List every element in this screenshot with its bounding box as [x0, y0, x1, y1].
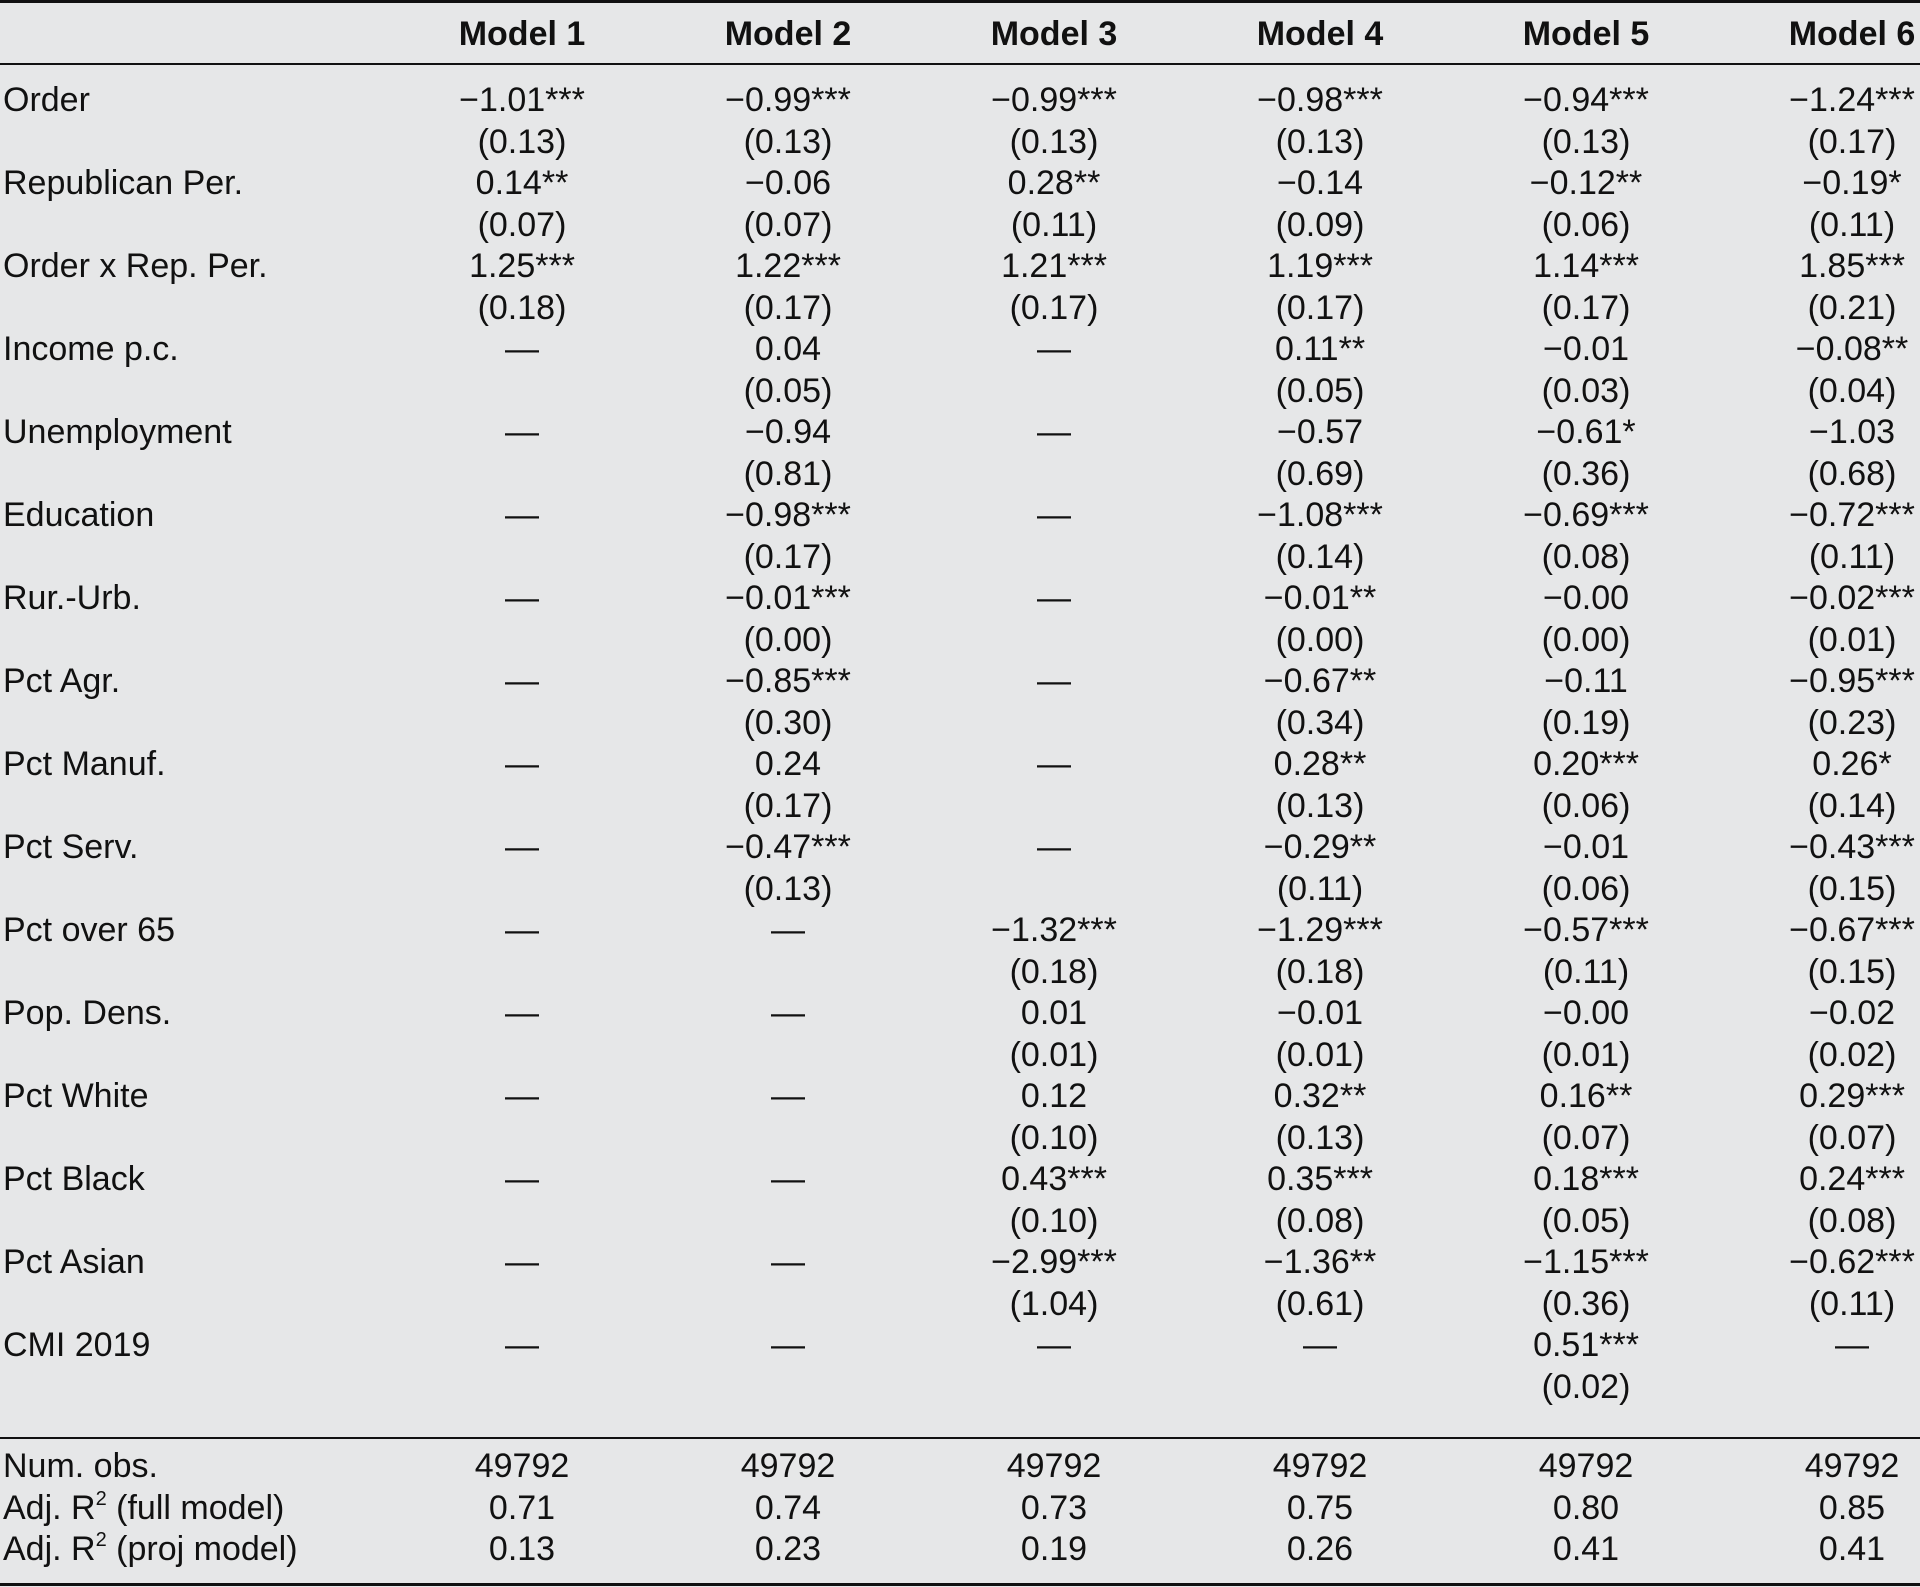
coefficient-cell: — — [1037, 828, 1071, 866]
std-error-cell: (0.17) — [1275, 289, 1365, 327]
std-error-cell: (0.14) — [1275, 538, 1365, 576]
header-rule — [0, 63, 1920, 65]
std-error-cell: (0.07) — [743, 206, 833, 244]
std-error-cell: (0.00) — [743, 621, 833, 659]
statistic-label — [3, 1446, 158, 1487]
statistic-value-cell: 0.73 — [1020, 1489, 1088, 1527]
statistic-label-suffix: (full model) — [106, 1489, 285, 1527]
std-error-cell — [389, 786, 655, 827]
std-error-cell: (1.04) — [1009, 1285, 1099, 1323]
coefficient-cell: 0.26* — [1812, 745, 1892, 783]
coefficient-cell: 0.18*** — [1533, 1160, 1639, 1198]
coefficient-cell: −0.12** — [1529, 164, 1643, 202]
coefficient-cell: −0.11 — [1544, 662, 1628, 700]
coefficient-cell: — — [1037, 496, 1071, 534]
coefficient-cell: −0.02 — [1808, 994, 1896, 1032]
coefficient-cell: — — [771, 1326, 805, 1364]
coefficient-cell: −0.01 — [1276, 994, 1364, 1032]
column-header-model-2: Model 2 — [724, 15, 852, 53]
coefficient-cell: −0.98*** — [1257, 81, 1383, 119]
coefficient-cell: −1.03 — [1808, 413, 1896, 451]
coefficient-cell: −0.29** — [1263, 828, 1377, 866]
std-error-cell: (0.17) — [743, 538, 833, 576]
statistic-value-cell: 49792 — [1272, 1447, 1368, 1485]
coefficient-cell: 0.51*** — [1533, 1326, 1639, 1364]
std-error-cell — [921, 1367, 1187, 1408]
coefficient-cell: −1.36** — [1263, 1243, 1377, 1281]
std-error-cell — [389, 1035, 655, 1076]
coefficient-cell: — — [505, 828, 539, 866]
statistic-value-cell: 0.85 — [1818, 1489, 1886, 1527]
coefficient-cell: −1.15*** — [1523, 1243, 1649, 1281]
std-error-cell: (0.13) — [1009, 123, 1099, 161]
std-error-cell: (0.06) — [1541, 787, 1631, 825]
coefficient-cell: −2.99*** — [991, 1243, 1117, 1281]
std-error-cell — [655, 1201, 921, 1242]
std-error-cell: (0.21) — [1807, 289, 1897, 327]
std-error-cell: (0.13) — [477, 123, 567, 161]
statistic-value-cell: 0.19 — [1020, 1530, 1088, 1568]
statistic-value-cell: 0.80 — [1552, 1489, 1620, 1527]
coefficient-cell: −1.08*** — [1257, 496, 1383, 534]
std-error-cell: (0.06) — [1541, 870, 1631, 908]
std-error-cell — [655, 1284, 921, 1325]
statistic-value-cell: 0.75 — [1286, 1489, 1354, 1527]
std-error-cell: (0.36) — [1541, 455, 1631, 493]
coefficient-cell: −0.00 — [1542, 579, 1630, 617]
std-error-cell: (0.18) — [1009, 953, 1099, 991]
coefficient-cell: — — [505, 1326, 539, 1364]
coefficient-cell: −0.67*** — [1789, 911, 1915, 949]
std-error-cell: (0.11) — [1010, 206, 1098, 244]
std-error-cell: (0.08) — [1275, 1202, 1365, 1240]
std-error-cell — [655, 1367, 921, 1408]
variable-label: CMI 2019 — [3, 1326, 151, 1364]
coefficient-cell: — — [771, 911, 805, 949]
statistic-value-cell: 0.41 — [1552, 1530, 1620, 1568]
std-error-cell: (0.03) — [1541, 372, 1631, 410]
statistic-value-cell: 0.23 — [754, 1530, 822, 1568]
coefficient-cell: — — [505, 579, 539, 617]
variable-label: Pop. Dens. — [3, 994, 172, 1032]
std-error-cell: (0.36) — [1541, 1285, 1631, 1323]
std-error-cell: (0.13) — [743, 870, 833, 908]
statistic-value-cell: 49792 — [740, 1447, 836, 1485]
coefficient-cell: — — [505, 1243, 539, 1281]
coefficient-cell: 0.14** — [475, 164, 569, 202]
coefficient-cell: — — [505, 1077, 539, 1115]
coefficient-cell: 1.25*** — [469, 247, 575, 285]
statistic-label-text: Adj. R — [3, 1489, 96, 1527]
variable-label: Education — [3, 496, 155, 534]
coefficient-cell: 0.28** — [1007, 164, 1101, 202]
stats-separator-rule — [0, 1437, 1920, 1439]
std-error-cell — [389, 952, 655, 993]
variable-label: Order x Rep. Per. — [3, 247, 268, 285]
statistic-label-superscript: 2 — [95, 1529, 107, 1551]
std-error-cell — [921, 620, 1187, 661]
column-header-model-4: Model 4 — [1256, 15, 1384, 53]
std-error-cell: (0.17) — [743, 289, 833, 327]
coefficient-cell: −0.98*** — [725, 496, 851, 534]
std-error-cell — [389, 1201, 655, 1242]
coefficient-cell: −1.29*** — [1257, 911, 1383, 949]
coefficient-cell: — — [1303, 1326, 1337, 1364]
statistic-label-text: Adj. R — [3, 1530, 96, 1568]
std-error-cell — [921, 371, 1187, 412]
std-error-cell: (0.17) — [1009, 289, 1099, 327]
std-error-cell: (0.01) — [1541, 1036, 1631, 1074]
coefficient-cell: −0.72*** — [1789, 496, 1915, 534]
statistic-label — [3, 1488, 284, 1529]
coefficient-cell: −0.94*** — [1523, 81, 1649, 119]
std-error-cell: (0.14) — [1807, 787, 1897, 825]
coefficient-cell: −1.32*** — [991, 911, 1117, 949]
std-error-cell: (0.15) — [1807, 953, 1897, 991]
std-error-cell: (0.13) — [1275, 787, 1365, 825]
std-error-cell — [389, 620, 655, 661]
coefficient-cell: 0.12 — [1020, 1077, 1088, 1115]
std-error-cell — [389, 1367, 655, 1408]
statistic-value-cell: 0.26 — [1286, 1530, 1354, 1568]
variable-label: Pct Manuf. — [3, 745, 166, 783]
coefficient-cell: — — [771, 1077, 805, 1115]
std-error-cell — [921, 454, 1187, 495]
std-error-cell — [921, 537, 1187, 578]
statistic-label-text: Num. obs. — [3, 1447, 158, 1485]
std-error-cell: (0.07) — [1541, 1119, 1631, 1157]
std-error-cell: (0.02) — [1807, 1036, 1897, 1074]
std-error-cell: (0.17) — [1807, 123, 1897, 161]
std-error-cell: (0.23) — [1807, 704, 1897, 742]
std-error-cell: (0.06) — [1541, 206, 1631, 244]
std-error-cell: (0.04) — [1807, 372, 1897, 410]
coefficient-cell: 0.35*** — [1267, 1160, 1373, 1198]
coefficient-cell: −0.57*** — [1523, 911, 1649, 949]
coefficient-cell: 0.16** — [1539, 1077, 1633, 1115]
std-error-cell: (0.05) — [1541, 1202, 1631, 1240]
std-error-cell: (0.01) — [1009, 1036, 1099, 1074]
coefficient-cell: 0.04 — [754, 330, 822, 368]
top-rule — [0, 0, 1920, 3]
std-error-cell: (0.34) — [1275, 704, 1365, 742]
coefficient-cell: 0.43*** — [1001, 1160, 1107, 1198]
coefficient-cell: −0.01*** — [725, 579, 851, 617]
coefficient-cell: 0.11** — [1274, 330, 1366, 368]
std-error-cell: (0.18) — [477, 289, 567, 327]
std-error-cell: (0.11) — [1808, 1285, 1896, 1323]
std-error-cell: (0.08) — [1541, 538, 1631, 576]
coefficient-cell: 0.24 — [754, 745, 822, 783]
std-error-cell — [389, 371, 655, 412]
statistic-value-cell: 49792 — [474, 1447, 570, 1485]
std-error-cell — [389, 869, 655, 910]
std-error-cell — [1187, 1367, 1453, 1408]
statistic-value-cell: 0.13 — [488, 1530, 556, 1568]
std-error-cell: (0.13) — [743, 123, 833, 161]
coefficient-cell: — — [1037, 1326, 1071, 1364]
bottom-rule — [0, 1583, 1920, 1586]
variable-label: Republican Per. — [3, 164, 244, 202]
coefficient-cell: 1.22*** — [735, 247, 841, 285]
statistic-label-suffix: (proj model) — [106, 1530, 298, 1568]
coefficient-cell: 0.20*** — [1533, 745, 1639, 783]
std-error-cell: (0.13) — [1275, 1119, 1365, 1157]
std-error-cell — [389, 1118, 655, 1159]
std-error-cell — [389, 703, 655, 744]
coefficient-cell: −0.99*** — [725, 81, 851, 119]
std-error-cell: (0.07) — [1807, 1119, 1897, 1157]
std-error-cell: (0.13) — [1541, 123, 1631, 161]
std-error-cell: (0.07) — [477, 206, 567, 244]
column-header-model-5: Model 5 — [1522, 15, 1650, 53]
coefficient-cell: — — [1037, 662, 1071, 700]
variable-label: Pct Agr. — [3, 662, 121, 700]
coefficient-cell: −0.61* — [1536, 413, 1636, 451]
header-row — [0, 8, 1920, 60]
std-error-cell: (0.05) — [1275, 372, 1365, 410]
coefficient-cell: — — [505, 330, 539, 368]
variable-label: Pct over 65 — [3, 911, 175, 949]
coefficient-cell: — — [505, 1160, 539, 1198]
variable-label: Pct Asian — [3, 1243, 145, 1281]
coefficient-cell: −0.43*** — [1789, 828, 1915, 866]
column-header-model-6: Model 6 — [1788, 15, 1916, 53]
statistic-value-cell: 49792 — [1006, 1447, 1102, 1485]
std-error-cell: (0.81) — [743, 455, 833, 493]
coefficient-cell: −0.47*** — [725, 828, 851, 866]
std-error-cell — [921, 703, 1187, 744]
variable-label: Income p.c. — [3, 330, 179, 368]
coefficient-cell: — — [1037, 579, 1071, 617]
coefficient-cell: — — [1037, 413, 1071, 451]
std-error-cell: (0.08) — [1807, 1202, 1897, 1240]
coefficient-cell: — — [771, 1243, 805, 1281]
std-error-cell — [389, 1284, 655, 1325]
coefficient-cell: −0.99*** — [991, 81, 1117, 119]
std-error-cell: (0.19) — [1541, 704, 1631, 742]
coefficient-cell: — — [771, 994, 805, 1032]
std-error-cell: (0.11) — [1542, 953, 1630, 991]
coefficient-cell: −0.57 — [1276, 413, 1364, 451]
statistic-value-cell: 0.74 — [754, 1489, 822, 1527]
coefficient-cell: 1.21*** — [1001, 247, 1107, 285]
statistic-value-cell: 0.41 — [1818, 1530, 1886, 1568]
coefficient-cell: — — [771, 1160, 805, 1198]
std-error-cell: (0.11) — [1808, 538, 1896, 576]
coefficient-cell: −0.02*** — [1789, 579, 1915, 617]
coefficient-cell: 0.28** — [1273, 745, 1367, 783]
coefficient-cell: — — [1835, 1326, 1869, 1364]
std-error-cell: (0.30) — [743, 704, 833, 742]
coefficient-cell: −0.14 — [1276, 164, 1364, 202]
coefficient-cell: −0.95*** — [1789, 662, 1915, 700]
coefficient-cell: 1.19*** — [1267, 247, 1373, 285]
std-error-cell: (0.13) — [1275, 123, 1365, 161]
coefficient-cell: −1.01*** — [459, 81, 585, 119]
std-error-cell: (0.00) — [1275, 621, 1365, 659]
std-error-cell: (0.05) — [743, 372, 833, 410]
variable-label: Order — [3, 81, 90, 119]
coefficient-cell: −0.01 — [1542, 330, 1630, 368]
column-header-model-3: Model 3 — [990, 15, 1118, 53]
coefficient-cell: −0.67** — [1263, 662, 1377, 700]
coefficient-cell: −0.19* — [1802, 164, 1902, 202]
std-error-cell — [1719, 1367, 1920, 1408]
coefficient-cell: 0.24*** — [1799, 1160, 1905, 1198]
column-header-model-1: Model 1 — [458, 15, 586, 53]
coefficient-cell: — — [1037, 330, 1071, 368]
statistic-label — [3, 1529, 298, 1570]
statistic-value-cell: 0.71 — [488, 1489, 556, 1527]
std-error-cell: (0.15) — [1807, 870, 1897, 908]
std-error-cell — [921, 869, 1187, 910]
coefficient-cell: −0.06 — [744, 164, 832, 202]
coefficient-cell: −0.01 — [1542, 828, 1630, 866]
std-error-cell: (0.11) — [1276, 870, 1364, 908]
std-error-cell: (0.10) — [1009, 1202, 1099, 1240]
std-error-cell — [389, 537, 655, 578]
std-error-cell — [655, 952, 921, 993]
variable-label: Pct Serv. — [3, 828, 139, 866]
coefficient-cell: −0.00 — [1542, 994, 1630, 1032]
coefficient-cell: −1.24*** — [1789, 81, 1915, 119]
std-error-cell: (0.00) — [1541, 621, 1631, 659]
std-error-cell — [921, 786, 1187, 827]
std-error-cell — [389, 454, 655, 495]
variable-label: Rur.-Urb. — [3, 579, 141, 617]
coefficient-cell: 0.29*** — [1799, 1077, 1905, 1115]
coefficient-cell: −0.62*** — [1789, 1243, 1915, 1281]
coefficient-cell: — — [505, 745, 539, 783]
coefficient-cell: 0.01 — [1020, 994, 1088, 1032]
std-error-cell: (0.01) — [1807, 621, 1897, 659]
variable-label: Pct Black — [3, 1160, 145, 1198]
coefficient-cell: — — [505, 662, 539, 700]
statistic-value-cell: 49792 — [1804, 1447, 1900, 1485]
coefficient-cell: −0.69*** — [1523, 496, 1649, 534]
std-error-cell: (0.68) — [1807, 455, 1897, 493]
std-error-cell: (0.11) — [1808, 206, 1896, 244]
coefficient-cell: — — [505, 413, 539, 451]
coefficient-cell: — — [1037, 745, 1071, 783]
coefficient-cell: −0.94 — [744, 413, 832, 451]
statistic-label-superscript: 2 — [95, 1488, 107, 1510]
std-error-cell: (0.17) — [743, 787, 833, 825]
coefficient-cell: 1.14*** — [1533, 247, 1639, 285]
coefficient-cell: 0.32** — [1273, 1077, 1367, 1115]
variable-label: Unemployment — [3, 413, 232, 451]
variable-label: Pct White — [3, 1077, 149, 1115]
coefficient-cell: −0.01** — [1263, 579, 1377, 617]
std-error-cell: (0.17) — [1541, 289, 1631, 327]
coefficient-cell: — — [505, 496, 539, 534]
std-error-cell: (0.09) — [1275, 206, 1365, 244]
coefficient-cell: — — [505, 994, 539, 1032]
statistic-value-cell: 49792 — [1538, 1447, 1634, 1485]
coefficient-cell: −0.08** — [1795, 330, 1909, 368]
coefficient-cell: −0.85*** — [725, 662, 851, 700]
coefficient-cell: — — [505, 911, 539, 949]
std-error-cell: (0.02) — [1541, 1368, 1631, 1406]
std-error-cell: (0.69) — [1275, 455, 1365, 493]
std-error-cell: (0.01) — [1275, 1036, 1365, 1074]
coefficient-cell: 1.85*** — [1799, 247, 1905, 285]
std-error-cell — [655, 1118, 921, 1159]
std-error-cell: (0.18) — [1275, 953, 1365, 991]
std-error-cell — [655, 1035, 921, 1076]
std-error-cell: (0.10) — [1009, 1119, 1099, 1157]
std-error-cell: (0.61) — [1275, 1285, 1365, 1323]
